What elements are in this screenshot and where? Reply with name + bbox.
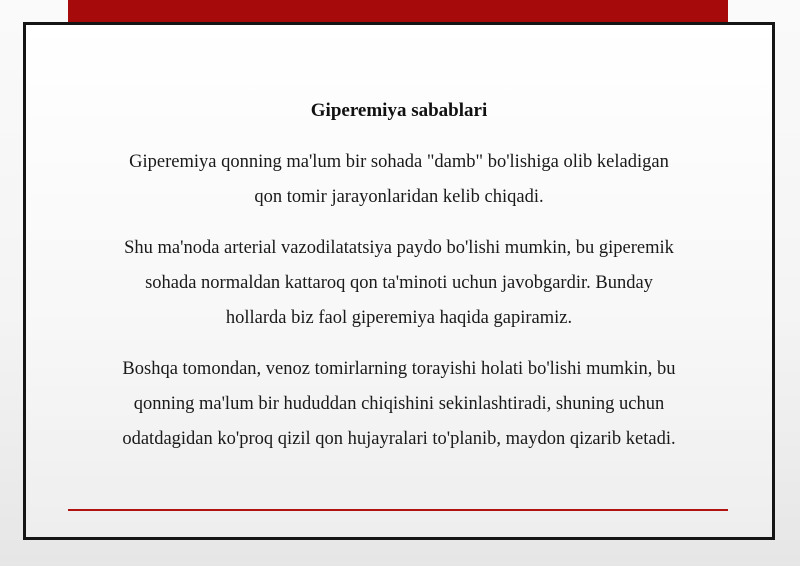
paragraph-2-line-1: Shu ma'noda arterial vazodilatatsiya paydo bo'lishi mumkin, bu giperemik bbox=[124, 238, 674, 258]
paragraph-1-line-1: Giperemiya qonning ma'lum bir sohada "damb" bo'lishiga olib keladigan bbox=[129, 152, 669, 172]
paragraph-3-line-1: Boshqa tomondan, venoz tomirlarning torayishi holati bo'lishi mumkin, bu bbox=[122, 359, 676, 379]
paragraph-3-line-3: odatdagidan ko'proq qizil qon hujayralari to'planib, maydon qizarib ketadi. bbox=[122, 429, 676, 449]
slide-card bbox=[23, 22, 775, 540]
paragraph-1 bbox=[26, 145, 772, 215]
paragraph-1-line-2: qon tomir jarayonlaridan kelib chiqadi. bbox=[254, 187, 544, 207]
slide-title: Giperemiya sabablari bbox=[310, 100, 488, 121]
paragraph-3 bbox=[26, 352, 772, 457]
paragraph-3-line-2: qonning ma'lum bir hududdan chiqishini sekinlashtiradi, shuning uchun bbox=[133, 394, 665, 414]
paragraph-2 bbox=[26, 231, 772, 336]
bottom-divider-line bbox=[68, 509, 728, 511]
paragraph-2-line-2: sohada normaldan kattaroq qon ta'minoti uchun javobgardir. Bunday bbox=[145, 273, 653, 293]
paragraph-2-line-3: hollarda biz faol giperemiya haqida gapiramiz. bbox=[225, 308, 573, 328]
